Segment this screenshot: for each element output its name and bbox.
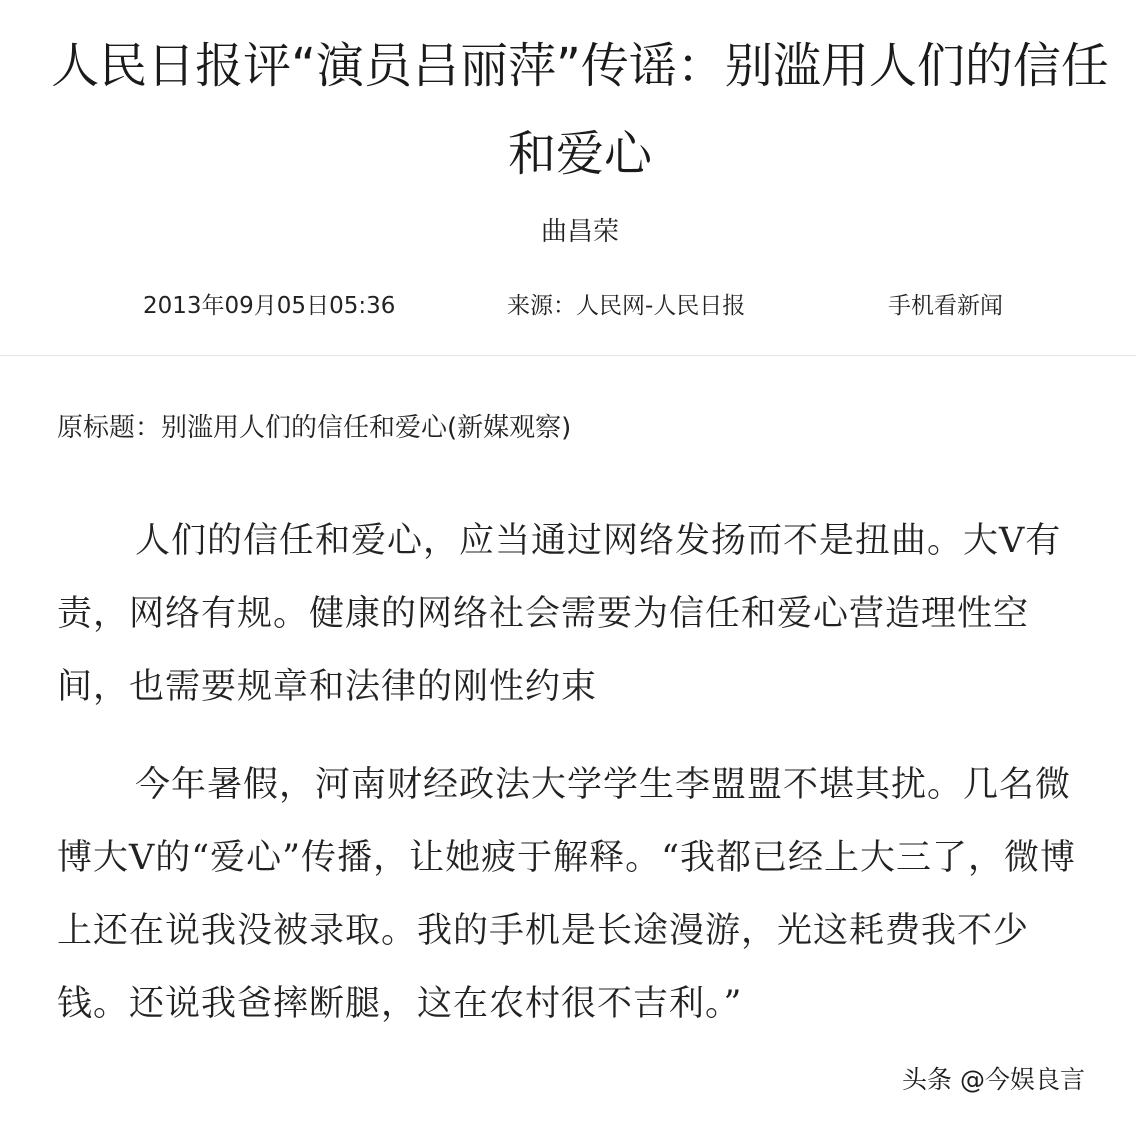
watermark: 头条 @今娱良言 — [902, 1065, 1085, 1094]
mobile-news-link[interactable]: 手机看新闻 — [888, 293, 1003, 319]
article-paragraph: 今年暑假，河南财经政法大学学生李盟盟不堪其扰。几名微博大V的“爱心”传播，让她疲于解释。“我都已经上大三了，微博上还在说我没被录取。我的手机是长途漫游，光这耗费我不少钱。还说我爸摔断腿，这在农村很不吉利。” — [57, 765, 1076, 1024]
original-title: 原标题：别滥用人们的信任和爱心(新媒观察) — [57, 413, 572, 443]
article-header — [0, 0, 1136, 356]
article-author: 曲昌荣 — [540, 217, 619, 247]
article-source: 来源：人民网-人民日报 — [507, 293, 746, 319]
article-title: 人民日报评“演员吕丽萍”传谣：别滥用人们的信任和爱心 — [51, 38, 1109, 182]
article-paragraph: 人们的信任和爱心，应当通过网络发扬而不是扭曲。大V有责，网络有规。健康的网络社会需要为信任和爱心营造理性空间，也需要规章和法律的刚性约束 — [57, 521, 1062, 707]
publish-date: 2013年09月05日05:36 — [143, 293, 396, 319]
